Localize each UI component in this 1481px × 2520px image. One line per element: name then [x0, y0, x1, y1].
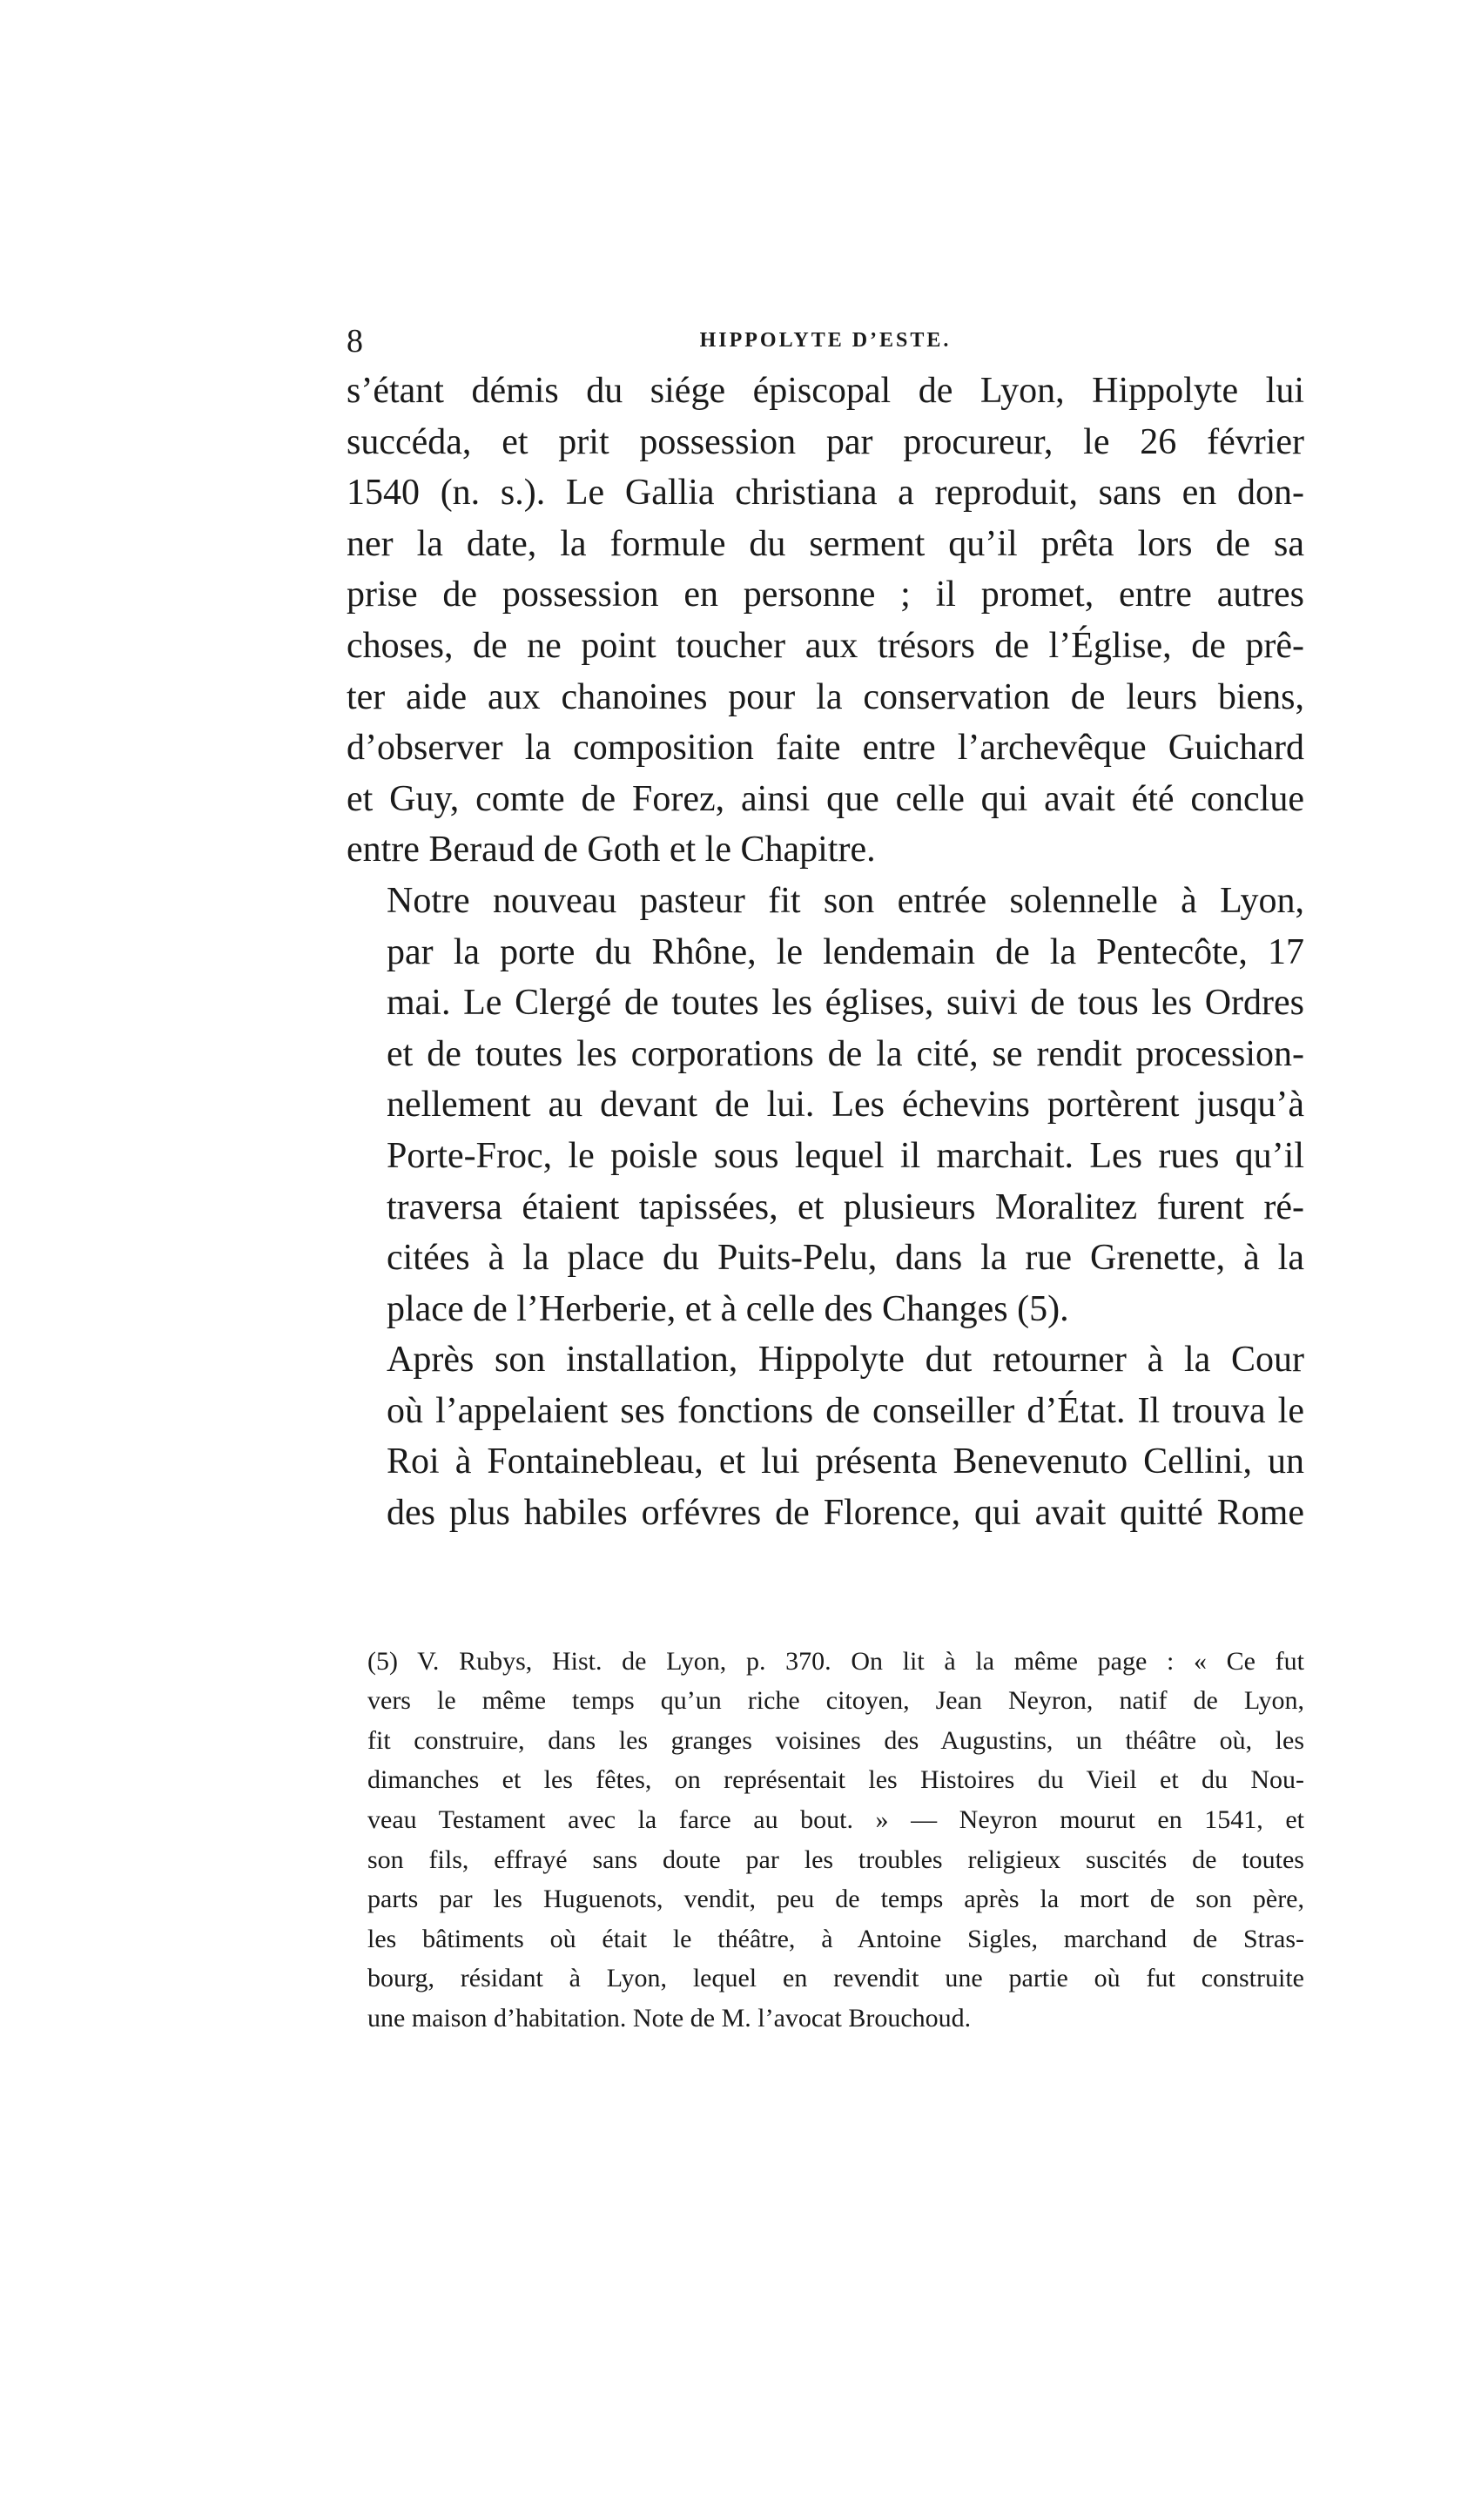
text-line: des plus habiles orfévres de Florence, qui avait quitté Rome	[387, 1493, 1304, 1534]
footnote-line: fit construire, dans les granges voisines des Augustins, un théâtre où, les	[367, 1725, 1304, 1755]
text-line: Roi à Fontainebleau, et lui présenta Benevenuto Cellini, un	[387, 1441, 1304, 1482]
body-text	[347, 366, 1304, 1539]
footnote-line: les bâtiments où était le théâtre, à Antoine Sigles, marchand de Stras-	[367, 1924, 1304, 1953]
text-line: mai. Le Clergé de toutes les églises, suivi de tous les Ordres	[387, 983, 1304, 1024]
text-line: Après son installation, Hippolyte dut retourner à la Cour	[387, 1340, 1304, 1381]
text-line: d’observer la composition faite entre l’archevêque Guichard	[347, 728, 1304, 769]
text-line: prise de possession en personne ; il promet, entre autres	[347, 575, 1304, 615]
paragraph-1	[347, 366, 1304, 876]
text-line: 1540 (n. s.). Le Gallia christiana a reproduit, sans en don-	[347, 473, 1304, 514]
footnote-line: (5) V. Rubys, Hist. de Lyon, p. 370. On lit à la même page : « Ce fut	[367, 1646, 1304, 1676]
text-line: succéda, et prit possession par procureur, le 26 février	[347, 421, 1304, 462]
text-line: ner la date, la formule du serment qu’il prêta lors de sa	[347, 523, 1304, 564]
text-line: Notre nouveau pasteur fit son entrée solennelle à Lyon,	[387, 880, 1304, 921]
footnote-line: veau Testament avec la farce au bout. » — Neyron mourut en 1541, et	[367, 1805, 1304, 1835]
text-line: traversa étaient tapissées, et plusieurs Moralitez furent ré-	[387, 1186, 1304, 1227]
text-line: choses, de ne point toucher aux trésors de l’Église, de prê-	[347, 625, 1304, 666]
paragraph-2	[347, 876, 1304, 1334]
text-line: entre Beraud de Goth et le Chapitre.	[347, 830, 876, 870]
footnote-line: bourg, résidant à Lyon, lequel en revendit une partie où fut construite	[367, 1964, 1304, 1993]
text-line: nellement au devant de lui. Les échevins portèrent jusqu’à	[387, 1085, 1304, 1126]
text-line: citées à la place du Puits-Pelu, dans la rue Grenette, à la	[387, 1238, 1304, 1279]
footnote-line: une maison d’habitation. Note de M. l’avocat Brouchoud.	[367, 2004, 972, 2033]
footnote-line: dimanches et les fêtes, on représentait les Histoires du Vieil et du Nou-	[367, 1765, 1304, 1795]
text-line: par la porte du Rhône, le lendemain de la Pentecôte, 17	[387, 931, 1304, 972]
footnote-line: parts par les Huguenots, vendit, peu de temps après la mort de son père,	[367, 1885, 1304, 1914]
text-line: Porte-Froc, le poisle sous lequel il marchait. Les rues qu’il	[387, 1135, 1304, 1176]
text-line: et de toutes les corporations de la cité, se rendit procession-	[387, 1033, 1304, 1074]
text-line: place de l’Herberie, et à celle des Changes (5).	[387, 1288, 1069, 1329]
footnote-line: son fils, effrayé sans doute par les troubles religieux suscités de toutes	[367, 1845, 1304, 1874]
footnote-line: vers le même temps qu’un riche citoyen, Jean Neyron, natif de Lyon,	[367, 1686, 1304, 1716]
text-line: ter aide aux chanoines pour la conservation de leurs biens,	[347, 676, 1304, 717]
paragraph-3	[347, 1334, 1304, 1538]
page-number: 8	[347, 323, 363, 360]
footnote	[347, 1642, 1304, 2039]
text-line: s’étant démis du siége épiscopal de Lyon, Hippolyte lui	[347, 371, 1304, 411]
text-line: et Guy, comte de Forez, ainsi que celle qui avait été conclue	[347, 778, 1304, 819]
text-line: où l’appelaient ses fonctions de conseiller d’État. Il trouva le	[387, 1390, 1304, 1431]
book-page	[347, 322, 1304, 2039]
running-head	[347, 322, 1304, 364]
running-title: HIPPOLYTE D’ESTE.	[699, 329, 952, 352]
